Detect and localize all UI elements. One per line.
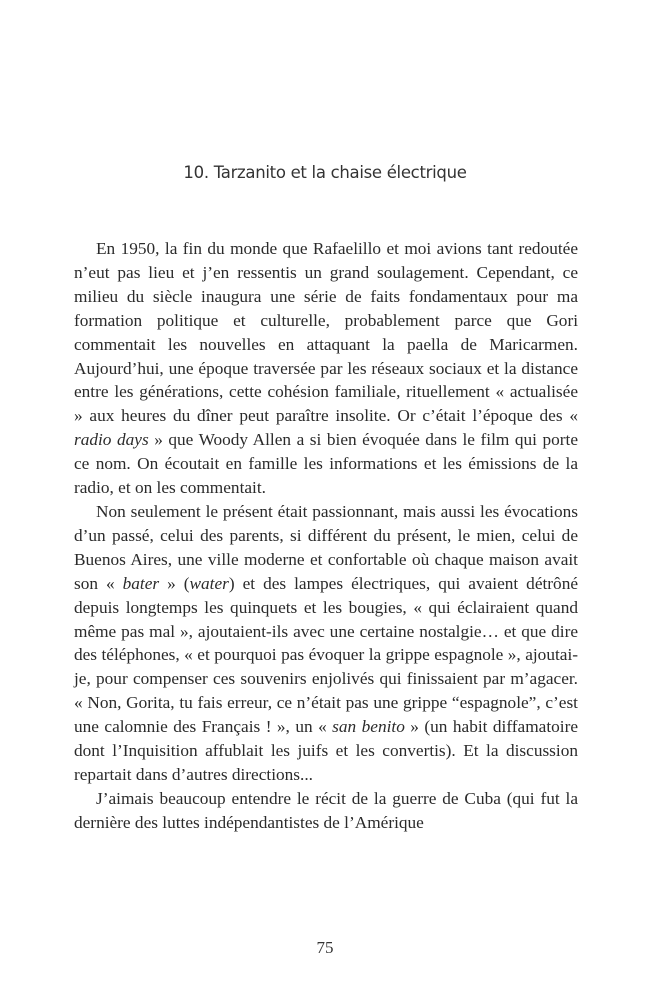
paragraph-2-text-c: » (: [159, 573, 190, 593]
paragraph-2-italic-water: water: [189, 573, 229, 593]
paragraph-2-italic-san-benito: san benito: [332, 717, 405, 737]
paragraph-1-text-a: En 1950, la fin du monde que Rafaelillo et moi avions tant redoutée n’eut pas lieu et j’en ressentis un grand soulagement. Cependant, ce milieu du siècle inaugura une série de faits fondamentaux pour ma formation politique et culturelle, probablement parce que Gori commentait les nouvelles en attaquant la paella de Maricarmen. Aujourd’hui, une époque traversée par les réseaux sociaux et la distance entre les générations, cette cohésion familiale, rituellement « actualisée » aux heures du dîner peut paraître insolite. Or c’était l’époque des «: [74, 239, 578, 426]
body-text: [74, 237, 578, 835]
paragraph-1: [74, 237, 578, 500]
page-number: 75: [316, 938, 334, 957]
chapter-title: 10. Tarzanito et la chaise électrique: [183, 163, 467, 182]
paragraph-1-italic-radio-days: radio days: [74, 430, 149, 450]
paragraph-2: [74, 500, 578, 787]
paragraph-1-text-c: » que Woody Allen a si bien évoquée dans le film qui porte ce nom. On écoutait en famille les informations et les émissions de la radio, et on les commentait.: [74, 430, 578, 498]
paragraph-2-text-g: » (un habit diffamatoire dont l’Inquisition affublait les juifs et les convertis). Et la discussion repartait dans d’autres directions...: [74, 717, 578, 784]
paragraph-2-italic-bater: bater: [122, 573, 160, 593]
paragraph-3: J’aimais beaucoup entendre le récit de la guerre de Cuba (qui fut la dernière des luttes indépendantistes de l’Amérique: [74, 788, 578, 832]
paragraph-2-text-e: ) et des lampes électriques, qui avaient détrôné depuis longtemps les quinquets et les bougies, « qui éclairaient quand même pas mal », ajoutaient-ils avec une certaine nostalgie… et que dire des téléphones, « et pourquoi pas évoquer la grippe espagnole », ajoutai-je, pour compenser ces souvenirs enjolivés qui finissaient par m’agacer. « Non, Gorita, tu fais erreur, ce n’était pas une grippe “espagnole”, c’est une calomnie des Français ! », un «: [74, 573, 578, 737]
paragraph-2-text-a: Non seulement le présent était passionnant, mais aussi les évocations d’un passé, celui des parents, si différent du présent, le mien, celui de Buenos Aires, une ville moderne et confortable où chaque maison avait son «: [74, 501, 578, 593]
